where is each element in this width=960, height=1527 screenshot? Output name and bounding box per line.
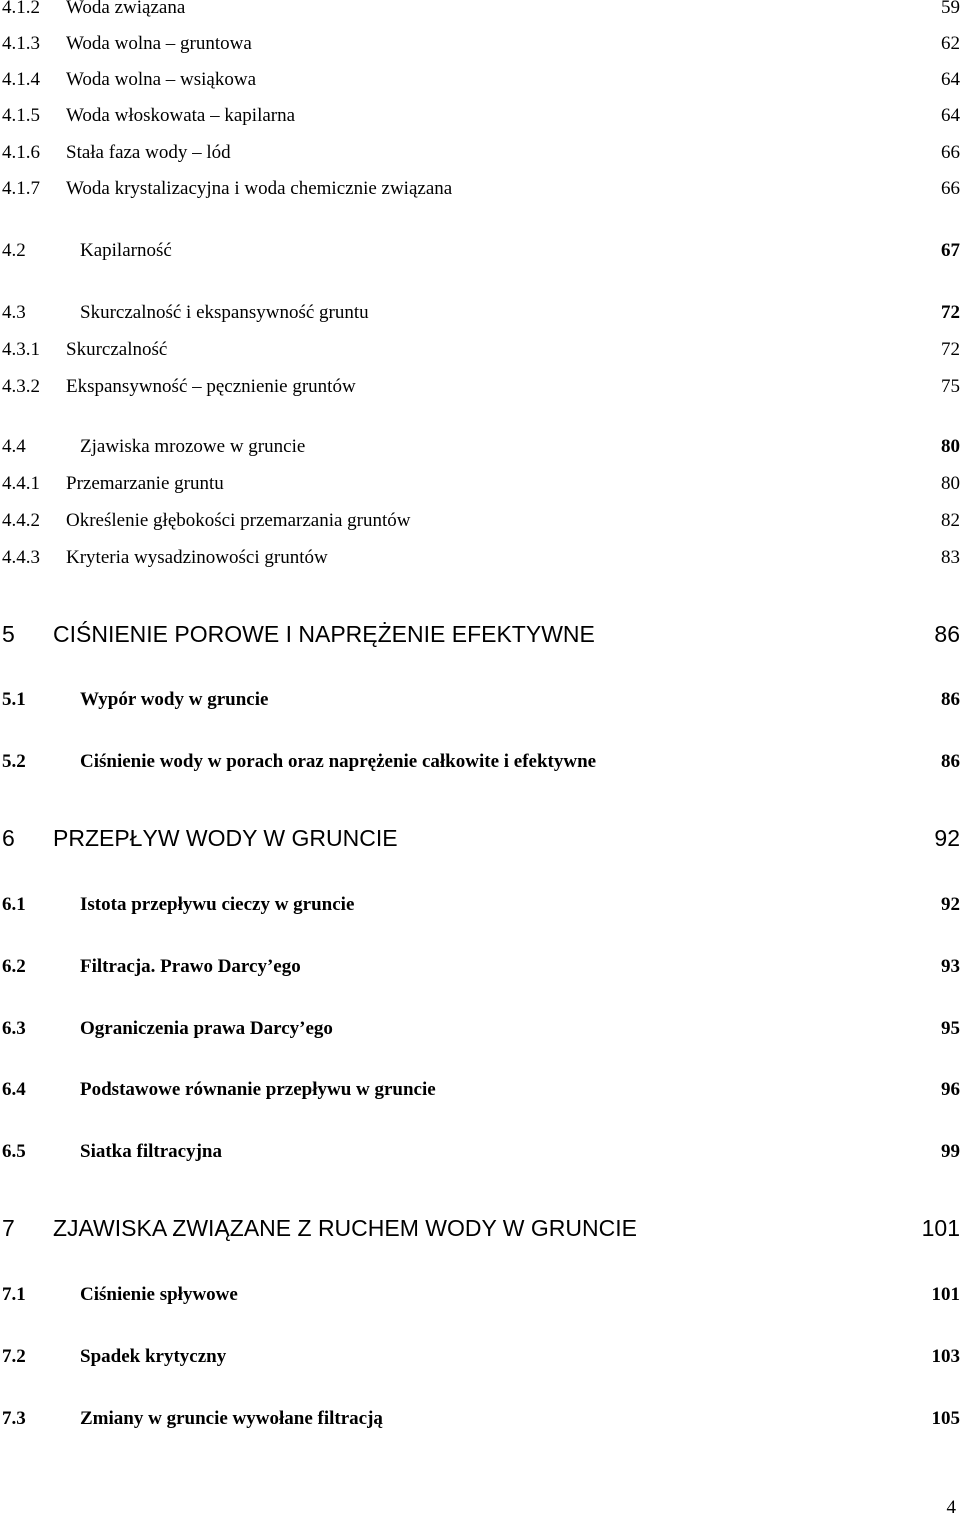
toc-entry-number: 4.1.2 xyxy=(2,0,40,18)
toc-entry-title: Zjawiska mrozowe w gruncie xyxy=(80,436,306,457)
toc-entry-page: 80 xyxy=(941,436,960,457)
toc-entry-number: 7.3 xyxy=(2,1408,26,1429)
toc-entry-page: 101 xyxy=(931,1284,960,1305)
toc-entry-title: Filtracja. Prawo Darcy’ego xyxy=(80,956,301,977)
toc-entry[interactable] xyxy=(0,1344,960,1370)
toc-entry[interactable] xyxy=(0,0,960,21)
toc-entry-title: Skurczalność xyxy=(66,339,168,360)
toc-entry-title: Określenie głębokości przemarzania gruntów xyxy=(66,510,411,531)
toc-entry-title: Kryteria wysadzinowości gruntów xyxy=(66,547,328,568)
toc-entry[interactable] xyxy=(0,471,960,497)
toc-entry-title: Kapilarność xyxy=(80,240,172,261)
toc-entry-number: 6.1 xyxy=(2,894,26,915)
toc-entry-title: Ciśnienie wody w porach oraz naprężenie całkowite i efektywne xyxy=(80,751,597,772)
toc-chapter-page: 101 xyxy=(921,1215,960,1241)
toc-entry-number: 4.2 xyxy=(2,240,26,261)
toc-chapter-number: 6 xyxy=(2,825,15,851)
toc-entry-page: 59 xyxy=(941,0,960,18)
toc-chapter-title: ZJAWISKA ZWIĄZANE Z RUCHEM WODY W GRUNCIE xyxy=(53,1215,637,1241)
toc-entry-number: 5.2 xyxy=(2,751,26,772)
toc-entry-page: 72 xyxy=(941,302,960,323)
toc-entry-title: Zmiany w gruncie wywołane filtracją xyxy=(80,1408,383,1429)
toc-entry[interactable] xyxy=(0,238,960,264)
toc-entry[interactable] xyxy=(0,300,960,326)
toc-entry-number: 4.1.7 xyxy=(2,178,40,199)
toc-entry-title: Spadek krytyczny xyxy=(80,1346,227,1367)
toc-entry-page: 80 xyxy=(941,473,960,494)
toc-entry-title: Wypór wody w gruncie xyxy=(80,689,269,710)
toc-entry[interactable] xyxy=(0,140,960,166)
toc-entry-page: 64 xyxy=(941,105,960,126)
toc-entry-number: 4.3 xyxy=(2,302,26,323)
toc-entry[interactable] xyxy=(0,954,960,980)
toc-chapter-number: 7 xyxy=(2,1215,15,1241)
toc-entry-number: 4.1.5 xyxy=(2,105,40,126)
toc-entry-number: 6.4 xyxy=(2,1079,26,1100)
toc-entry-page: 64 xyxy=(941,69,960,90)
toc-entry-page: 86 xyxy=(941,689,960,710)
toc-entry-title: Skurczalność i ekspansywność gruntu xyxy=(80,302,369,323)
toc-entry-page: 95 xyxy=(941,1018,960,1039)
toc-entry-number: 4.1.3 xyxy=(2,33,40,54)
toc-entry-number: 4.4.2 xyxy=(2,510,40,531)
toc-entry-page: 75 xyxy=(941,376,960,397)
toc-entry-title: Woda włoskowata – kapilarna xyxy=(66,105,296,126)
toc-entry-title: Woda wolna – gruntowa xyxy=(66,33,252,54)
toc-entry[interactable] xyxy=(0,1077,960,1103)
toc-entry-title: Ciśnienie spływowe xyxy=(80,1284,238,1305)
toc-entry-page: 83 xyxy=(941,547,960,568)
toc-chapter-title: PRZEPŁYW WODY W GRUNCIE xyxy=(53,825,398,851)
toc-entry[interactable] xyxy=(0,1406,960,1432)
toc-entry[interactable] xyxy=(0,31,960,57)
toc-entry-page: 86 xyxy=(941,751,960,772)
toc-entry-page: 103 xyxy=(931,1346,960,1367)
toc-entry[interactable] xyxy=(0,434,960,460)
page-number: 4 xyxy=(946,1497,956,1518)
toc-entry-number: 4.4.1 xyxy=(2,473,40,494)
toc-chapter[interactable] xyxy=(0,823,960,853)
toc-entry[interactable] xyxy=(0,892,960,918)
toc-chapter-page: 86 xyxy=(934,621,960,647)
toc-entry-title: Istota przepływu cieczy w gruncie xyxy=(80,894,355,915)
toc-chapter-page: 92 xyxy=(934,825,960,851)
toc-entry-page: 93 xyxy=(941,956,960,977)
toc-entry-number: 4.3.2 xyxy=(2,376,40,397)
toc-chapter-title: CIŚNIENIE POROWE I NAPRĘŻENIE EFEKTYWNE xyxy=(53,621,595,647)
toc-entry-number: 5.1 xyxy=(2,689,26,710)
toc-entry[interactable] xyxy=(0,687,960,713)
toc-entry-page: 105 xyxy=(931,1408,960,1429)
toc-entry-number: 7.1 xyxy=(2,1284,26,1305)
toc-entry-page: 99 xyxy=(941,1141,960,1162)
toc-entry-page: 67 xyxy=(941,240,960,261)
toc-entry-number: 4.4.3 xyxy=(2,547,40,568)
toc-entry-page: 96 xyxy=(941,1079,960,1100)
toc-entry-number: 6.2 xyxy=(2,956,26,977)
toc-entry-number: 4.4 xyxy=(2,436,26,457)
toc-entry-title: Woda wolna – wsiąkowa xyxy=(66,69,257,90)
toc-entry-page: 62 xyxy=(941,33,960,54)
toc-entry-title: Ograniczenia prawa Darcy’ego xyxy=(80,1018,333,1039)
toc-entry-number: 4.3.1 xyxy=(2,339,40,360)
toc-entry[interactable] xyxy=(0,749,960,775)
toc-entry-title: Podstawowe równanie przepływu w gruncie xyxy=(80,1079,436,1100)
toc-entry-page: 66 xyxy=(941,142,960,163)
toc-entry-page: 82 xyxy=(941,510,960,531)
toc-entry-title: Siatka filtracyjna xyxy=(80,1141,222,1162)
toc-entry-page: 66 xyxy=(941,178,960,199)
toc-chapter[interactable] xyxy=(0,619,960,649)
toc-entry[interactable] xyxy=(0,1139,960,1165)
toc-entry-page: 92 xyxy=(941,894,960,915)
toc-entry-number: 6.3 xyxy=(2,1018,26,1039)
toc-entry-title: Stała faza wody – lód xyxy=(66,142,231,163)
toc-entry-number: 6.5 xyxy=(2,1141,26,1162)
toc-entry-title: Przemarzanie gruntu xyxy=(66,473,224,494)
toc-entry-title: Woda krystalizacyjna i woda chemicznie związana xyxy=(66,178,453,199)
toc-entry[interactable] xyxy=(0,176,960,202)
toc-entry[interactable] xyxy=(0,545,960,571)
toc-entry-title: Ekspansywność – pęcznienie gruntów xyxy=(66,376,356,397)
toc-entry-number: 4.1.4 xyxy=(2,69,40,90)
toc-entry-title: Woda związana xyxy=(66,0,186,18)
toc-entry[interactable] xyxy=(0,1016,960,1042)
toc-entry[interactable] xyxy=(0,103,960,129)
toc-entry[interactable] xyxy=(0,337,960,363)
toc-chapter-number: 5 xyxy=(2,621,15,647)
toc-entry-number: 4.1.6 xyxy=(2,142,40,163)
toc-chapter[interactable] xyxy=(0,1213,960,1243)
toc-entry[interactable] xyxy=(0,67,960,93)
toc-entry[interactable] xyxy=(0,1282,960,1308)
toc-entry-page: 72 xyxy=(941,339,960,360)
toc-entry[interactable] xyxy=(0,374,960,400)
toc-entry[interactable] xyxy=(0,508,960,534)
toc-entry-number: 7.2 xyxy=(2,1346,26,1367)
